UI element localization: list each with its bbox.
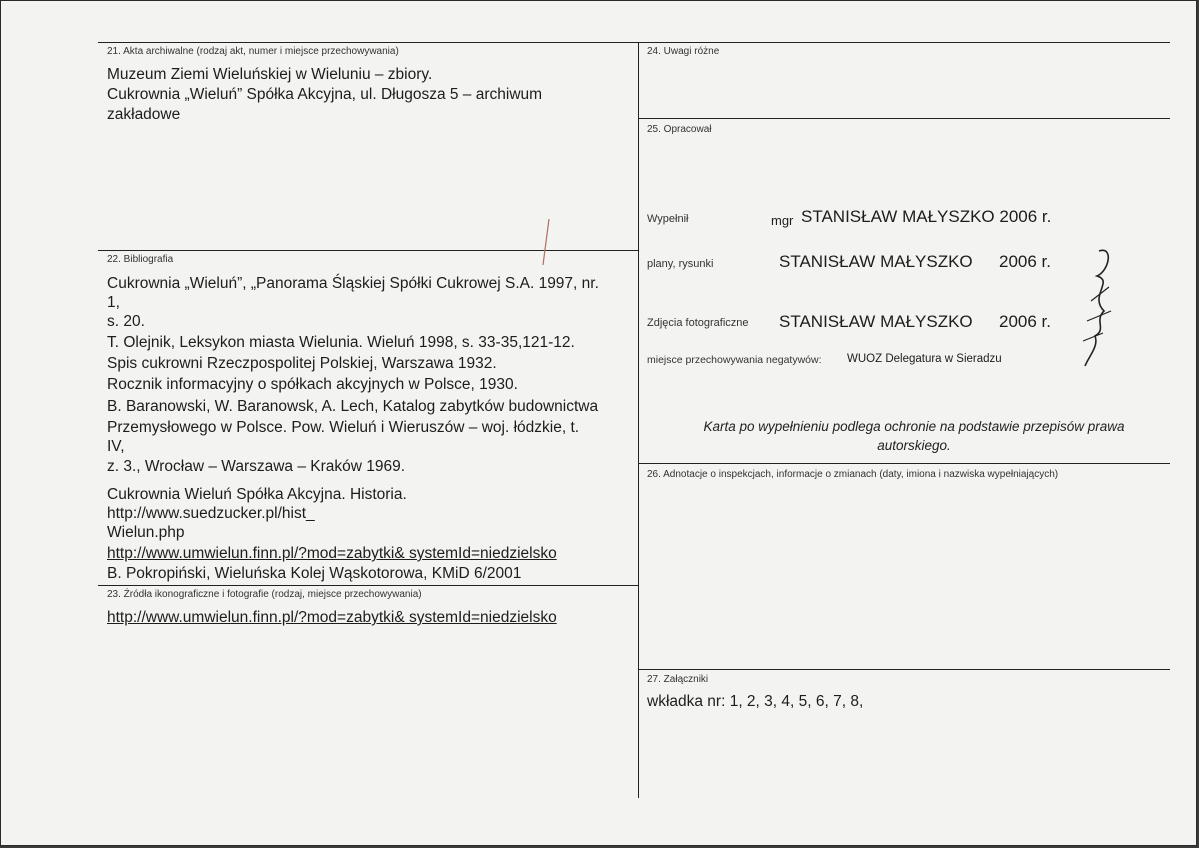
negatywy-label: miejsce przechowywania negatywów: [647, 354, 822, 366]
bibliography-line-1: Cukrownia „Wieluń”, „Panorama Śląskiej Spółki Cukrowej S.A. 1997, nr. [107, 275, 599, 292]
zdjecia-name: STANISŁAW MAŁYSZKO [779, 312, 973, 331]
rule-22 [98, 250, 639, 251]
zdjecia-label: Zdjęcia fotograficzne [647, 317, 749, 329]
section-21-label: 21. Akta archiwalne (rodzaj akt, numer i miejsce przechowywania) [107, 46, 399, 57]
bibliography-line-3: s. 20. [107, 313, 145, 330]
wypelnil-prefix: mgr [771, 213, 794, 228]
bibliography-line-10: z. 3., Wrocław – Warszawa – Kraków 1969. [107, 458, 406, 475]
wypelnil-value: STANISŁAW MAŁYSZKO 2006 r. [801, 207, 1052, 226]
section-21-line-2: Cukrownia „Wieluń” Spółka Akcyjna, ul. Długosza 5 – archiwum [107, 86, 543, 103]
wypelnil-label: Wypełnił [647, 213, 689, 225]
plany-name: STANISŁAW MAŁYSZKO [779, 252, 973, 271]
bibliography-line-11: Cukrownia Wieluń Spółka Akcyjna. Historia. [107, 486, 407, 503]
zdjecia-year: 2006 r. [999, 312, 1051, 331]
copyright-note: Karta po wypełnieniu podlega ochronie na podstawie przepisów prawa autorskiego. [703, 419, 1125, 453]
section-21-line-3: zakładowe [107, 106, 181, 123]
column-divider [638, 42, 639, 798]
plany-label: plany, rysunki [647, 258, 714, 270]
iconography-link[interactable]: http://www.umwielun.finn.pl/?mod=zabytki& systemId=niedzielsko [107, 609, 557, 626]
rule-26 [638, 463, 1170, 464]
attachments-line: wkładka nr: 1, 2, 3, 4, 5, 6, 7, 8, [647, 693, 864, 710]
pencil-mark [541, 217, 551, 267]
bibliography-line-5: Spis cukrowni Rzeczpospolitej Polskiej, Warszawa 1932. [107, 355, 497, 372]
top-rule [98, 42, 1170, 43]
section-22-label: 22. Bibliografia [107, 254, 174, 265]
section-21-line-1: Muzeum Ziemi Wieluńskiej w Wieluniu – zbiory. [107, 66, 433, 83]
bibliography-line-9: IV, [107, 438, 125, 455]
plany-year: 2006 r. [999, 252, 1051, 271]
section-26-label: 26. Adnotacje o inspekcjach, informacje o zmianach (daty, imiona i nazwiska wypełniających) [647, 469, 1059, 480]
bibliography-line-7: B. Baranowski, W. Baranowsk, A. Lech, Katalog zabytków budownictwa [107, 398, 599, 415]
bibliography-line-2: 1, [107, 294, 120, 311]
section-25-label: 25. Opracował [647, 124, 712, 135]
bibliography-line-15: B. Pokropiński, Wieluńska Kolej Wąskotorowa, KMiD 6/2001 [107, 565, 522, 582]
bibliography-line-8: Przemysłowego w Polsce. Pow. Wieluń i Wieruszów – woj. łódzkie, t. [107, 419, 580, 436]
rule-25 [638, 118, 1170, 119]
section-27-label: 27. Załączniki [647, 674, 709, 685]
section-23-label: 23. Źródła ikonograficzne i fotografie (rodzaj, miejsce przechowywania) [107, 589, 422, 600]
section-24-label: 24. Uwagi różne [647, 46, 720, 57]
rule-27 [638, 669, 1170, 670]
bibliography-line-4: T. Olejnik, Leksykon miasta Wielunia. Wieluń 1998, s. 33-35,121-12. [107, 334, 575, 351]
handwritten-signature [1069, 241, 1129, 371]
bibliography-link[interactable]: http://www.umwielun.finn.pl/?mod=zabytki& systemId=niedzielsko [107, 545, 557, 562]
bibliography-line-6: Rocznik informacyjny o spółkach akcyjnych w Polsce, 1930. [107, 376, 518, 393]
negatywy-value: WUOZ Delegatura w Sieradzu [847, 353, 1002, 365]
rule-23 [98, 585, 639, 586]
bibliography-line-13: Wielun.php [107, 524, 185, 541]
bibliography-line-12: http://www.suedzucker.pl/hist_ [107, 505, 315, 522]
